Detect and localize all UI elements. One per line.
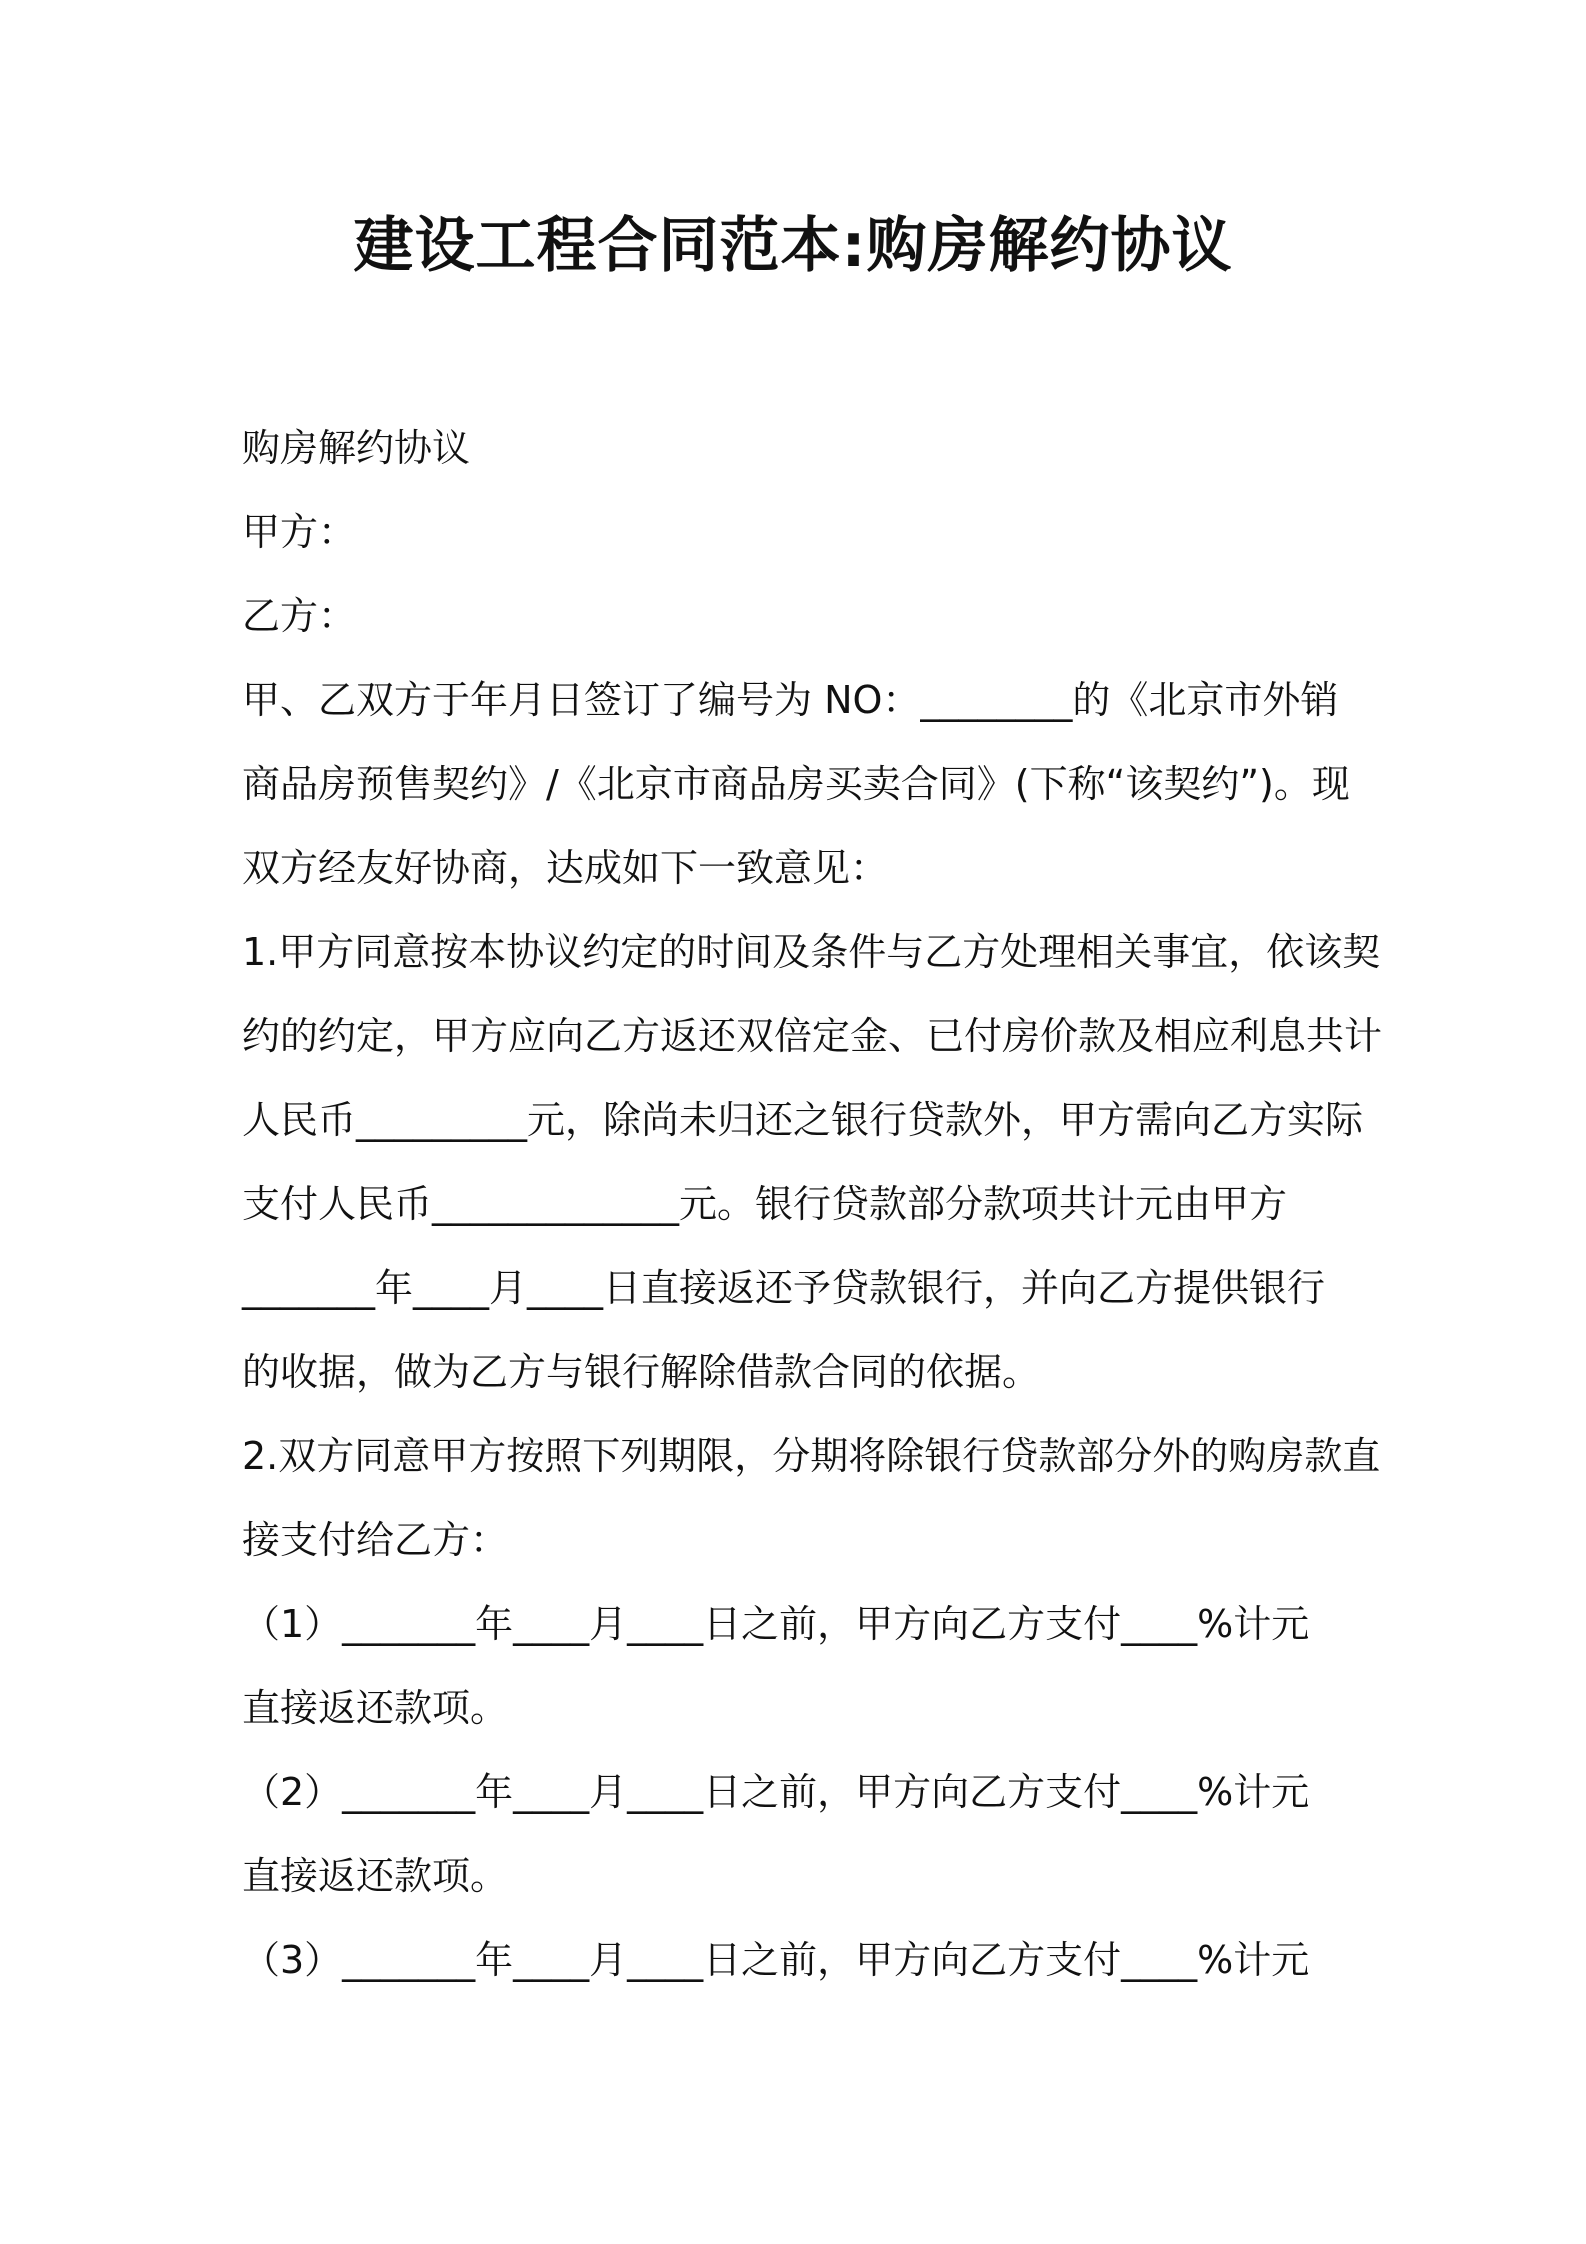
body-line: （1）_______年____月____日之前，甲方向乙方支付____%计元 [242, 1602, 1310, 1646]
body-line: 支付人民币_____________元。银行贷款部分款项共计元由甲方 [242, 1182, 1288, 1226]
body-line: 直接返还款项。 [242, 1854, 509, 1898]
body-line: （2）_______年____月____日之前，甲方向乙方支付____%计元 [242, 1770, 1310, 1814]
document-body [242, 406, 1383, 2002]
body-line: （3）_______年____月____日之前，甲方向乙方支付____%计元 [242, 1938, 1310, 1982]
body-line: 甲、乙双方于年月日签订了编号为 NO：________的《北京市外销 [242, 678, 1339, 722]
body-line: 购房解约协议 [242, 426, 471, 470]
body-line: 1.甲方同意按本协议约定的时间及条件与乙方处理相关事宜，依该契 [242, 930, 1381, 974]
body-line: 商品房预售契约》/《北京市商品房买卖合同》(下称“该契约”)。现 [242, 762, 1350, 806]
body-line: 直接返还款项。 [242, 1686, 509, 1730]
body-line: 的收据，做为乙方与银行解除借款合同的依据。 [242, 1350, 1041, 1394]
body-line: 2.双方同意甲方按照下列期限，分期将除银行贷款部分外的购房款直 [242, 1434, 1381, 1478]
body-line: 约的约定，甲方应向乙方返还双倍定金、已付房价款及相应利息共计 [242, 1014, 1383, 1058]
body-line: 人民币_________元，除尚未归还之银行贷款外，甲方需向乙方实际 [242, 1098, 1364, 1142]
body-line: 接支付给乙方： [242, 1518, 509, 1562]
body-line: _______年____月____日直接返还予贷款银行，并向乙方提供银行 [242, 1266, 1326, 1310]
body-line: 双方经友好协商，达成如下一致意见： [242, 846, 889, 890]
document-title: 建设工程合同范本:购房解约协议 [353, 211, 1233, 281]
body-line: 甲方： [242, 510, 357, 554]
body-line: 乙方： [242, 594, 357, 638]
